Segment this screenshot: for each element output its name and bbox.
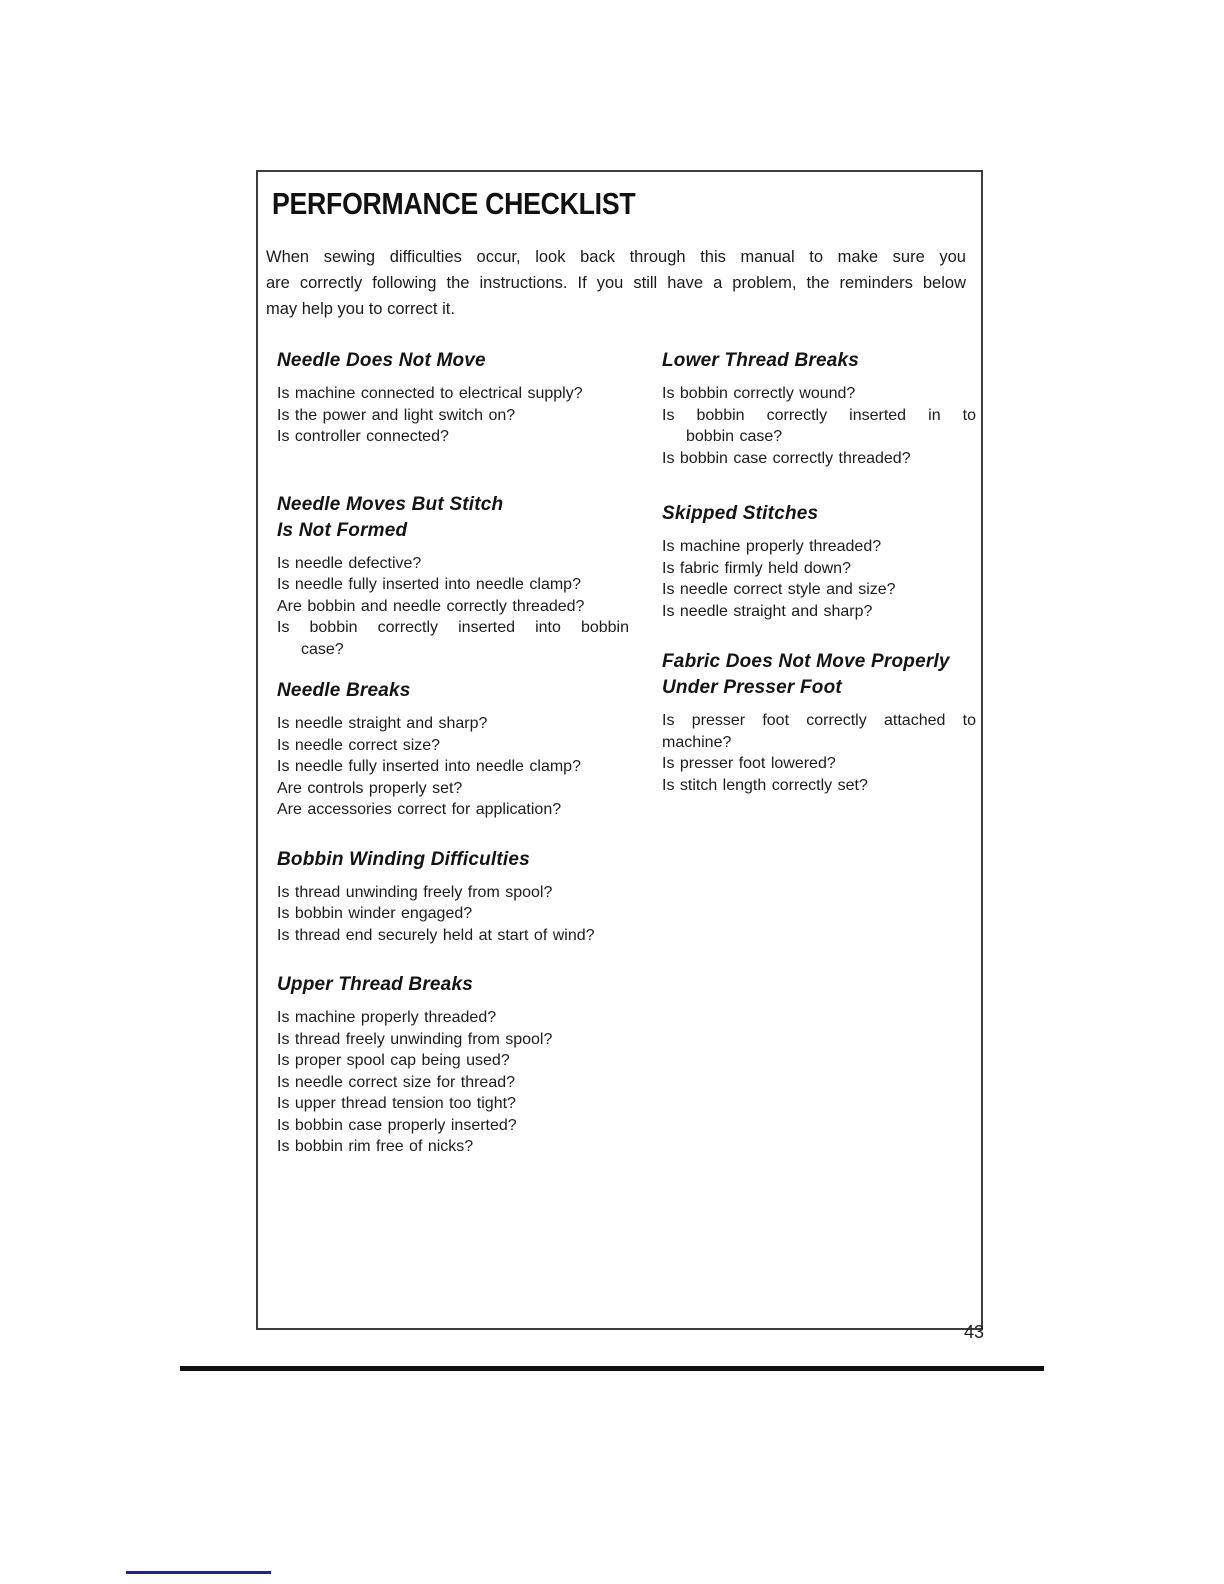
checklist-item <box>277 553 629 575</box>
checklist-item-line: Is thread freely unwinding from spool? <box>277 1030 553 1048</box>
checklist-item-line: Is needle straight and sharp? <box>277 715 488 732</box>
checklist-item-line: Is needle correct style and size? <box>662 581 896 598</box>
checklist-item-line: Is the power and light switch on? <box>277 406 516 424</box>
section-heading-line: Upper Thread Breaks <box>277 974 473 995</box>
intro-paragraph <box>266 244 966 322</box>
section-heading-line: Needle Breaks <box>277 680 411 701</box>
checklist-section <box>277 972 629 1158</box>
checklist-column-left <box>277 348 629 1184</box>
intro-line: may help you to correct it. <box>266 300 455 318</box>
checklist-item-line: Is machine properly threaded? <box>662 538 882 555</box>
checklist-item <box>277 405 629 427</box>
checklist-item <box>277 778 629 800</box>
section-heading <box>277 678 629 704</box>
checklist-section <box>662 501 976 622</box>
checklist-item-line: Is controller connected? <box>277 428 449 445</box>
checklist-item <box>277 1093 629 1115</box>
checklist-item <box>662 558 976 580</box>
checklist-item <box>277 1136 629 1158</box>
checklist-item-line: Is needle straight and sharp? <box>662 602 873 620</box>
checklist-item-line: Is proper spool cap being used? <box>277 1052 510 1069</box>
checklist-item-line: Is thread end securely held at start of wind? <box>277 926 595 944</box>
checklist-items <box>277 882 629 947</box>
intro-line: When sewing difficulties occur, look back through this manual to make sure you <box>266 248 966 266</box>
section-heading-line: Lower Thread Breaks <box>662 350 860 371</box>
checklist-item <box>277 383 629 405</box>
checklist-section <box>662 348 976 469</box>
checklist-border-box <box>256 170 983 1330</box>
section-heading-line: Needle Does Not Move <box>277 350 486 371</box>
section-heading <box>662 649 976 701</box>
section-heading <box>277 847 629 873</box>
checklist-item <box>277 1007 629 1029</box>
checklist-item <box>277 1050 629 1072</box>
bottom-accent-line <box>126 1571 271 1574</box>
checklist-item <box>662 536 976 558</box>
checklist-item <box>277 426 629 448</box>
checklist-item <box>662 579 976 601</box>
checklist-item <box>277 596 629 618</box>
checklist-item <box>662 448 976 470</box>
checklist-item-line: Is upper thread tension too tight? <box>277 1095 516 1112</box>
section-heading-line: Needle Moves But Stitch <box>277 493 504 515</box>
section-heading-line: Fabric Does Not Move Properly <box>662 651 950 672</box>
checklist-items <box>277 713 629 821</box>
checklist-item <box>277 1029 629 1051</box>
checklist-item-line: Is machine properly threaded? <box>277 1009 497 1026</box>
checklist-item-line: Is needle defective? <box>277 554 422 572</box>
page-title: PERFORMANCE CHECKLIST <box>272 186 636 221</box>
checklist-section <box>662 649 976 796</box>
section-heading <box>277 972 629 998</box>
checklist-item-line: Are accessories correct for application? <box>277 801 562 818</box>
checklist-item-line: Is stitch length correctly set? <box>662 776 868 794</box>
checklist-section <box>277 348 629 448</box>
section-heading-line: Bobbin Winding Difficulties <box>277 848 530 870</box>
section-heading <box>662 348 976 374</box>
checklist-item <box>662 753 976 775</box>
checklist-item-line: Is needle fully inserted into needle clamp? <box>277 758 581 775</box>
checklist-items <box>662 383 976 469</box>
checklist-item <box>277 574 629 596</box>
checklist-item-line: case? <box>301 640 344 658</box>
checklist-item <box>662 710 976 753</box>
section-heading <box>277 348 629 374</box>
checklist-item <box>277 925 629 947</box>
checklist-item <box>277 882 629 904</box>
checklist-item-line: Is needle fully inserted into needle clamp? <box>277 576 581 593</box>
checklist-item-line: Is needle correct size? <box>277 736 441 754</box>
checklist-items <box>662 710 976 796</box>
checklist-items <box>277 553 629 661</box>
section-heading <box>662 501 976 527</box>
checklist-item-line: Are bobbin and needle correctly threaded? <box>277 597 585 615</box>
checklist-item <box>277 735 629 757</box>
checklist-item-line: Is bobbin winder engaged? <box>277 905 473 922</box>
checklist-item <box>277 799 629 821</box>
checklist-item <box>277 1115 629 1137</box>
checklist-item <box>277 903 629 925</box>
section-heading-line: Is Not Formed <box>277 519 408 541</box>
checklist-item <box>662 383 976 405</box>
checklist-item-line: Is bobbin case properly inserted? <box>277 1116 517 1134</box>
checklist-item-line: Is bobbin correctly inserted into bobbin <box>277 619 629 636</box>
checklist-item-line: Is machine connected to electrical supply? <box>277 385 583 402</box>
checklist-item-line: Is bobbin rim free of nicks? <box>277 1138 474 1155</box>
checklist-section <box>277 847 629 947</box>
section-heading-line: Skipped Stitches <box>662 503 819 524</box>
section-heading-line: Under Presser Foot <box>662 677 842 698</box>
checklist-item <box>277 1072 629 1094</box>
checklist-item-line: Is presser foot correctly attached to <box>662 712 976 729</box>
checklist-item-line: Is thread unwinding freely from spool? <box>277 883 553 901</box>
checklist-items <box>277 383 629 448</box>
checklist-item <box>277 756 629 778</box>
checklist-item-line: Are controls properly set? <box>277 779 463 797</box>
checklist-items <box>662 536 976 622</box>
checklist-item <box>662 405 976 448</box>
checklist-section <box>277 492 629 661</box>
checklist-item-line: Is presser foot lowered? <box>662 755 836 772</box>
checklist-item <box>662 775 976 797</box>
checklist-item-line: Is fabric firmly held down? <box>662 559 851 577</box>
checklist-item-line: Is bobbin correctly wound? <box>662 385 856 402</box>
checklist-items <box>277 1007 629 1158</box>
footer-rule <box>180 1366 1044 1371</box>
checklist-item <box>277 617 629 660</box>
checklist-column-right <box>662 348 976 822</box>
page-number: 43 <box>963 1322 984 1342</box>
checklist-section <box>277 678 629 821</box>
checklist-item <box>277 713 629 735</box>
checklist-item-line: Is bobbin correctly inserted in to <box>662 406 976 424</box>
section-heading <box>277 492 629 544</box>
checklist-item-line: Is needle correct size for thread? <box>277 1073 516 1091</box>
intro-line: are correctly following the instructions. If you still have a problem, the reminders below <box>266 274 966 292</box>
checklist-item <box>662 601 976 623</box>
checklist-item-line: bobbin case? <box>686 428 783 445</box>
checklist-item-line: Is bobbin case correctly threaded? <box>662 449 911 467</box>
checklist-item-line: machine? <box>662 733 732 751</box>
